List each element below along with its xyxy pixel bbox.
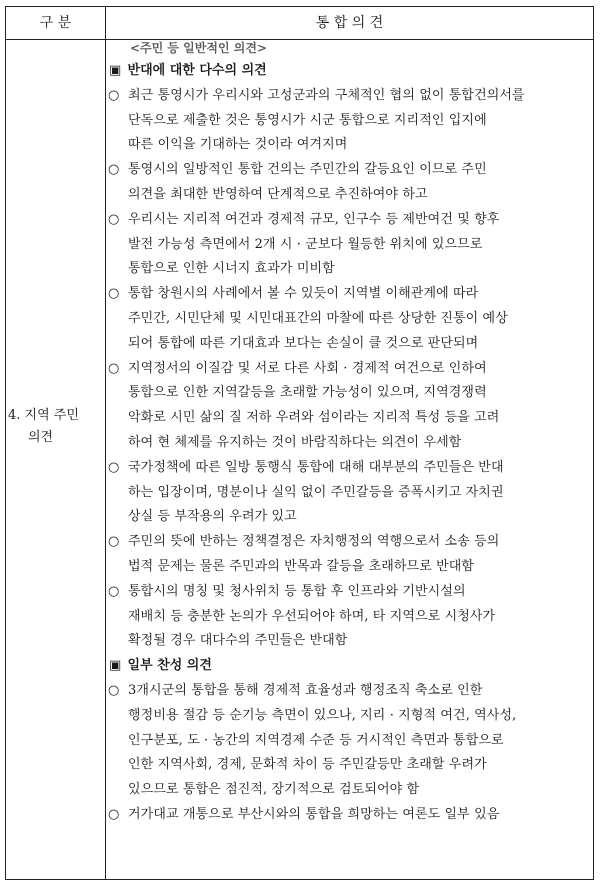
section-marker-icon: ▣ <box>109 63 122 78</box>
opinion-line: 최근 통영시가 우리시와 고성군과의 구체적인 협의 없이 통합건의서를 <box>128 87 525 103</box>
opinion-item <box>128 357 588 456</box>
section-title: 반대에 대한 다수의 의견 <box>123 63 267 78</box>
category-title: 4. 지역 주민 <box>8 408 79 423</box>
opinion-line: 통합으로 인한 지역갈등을 초래할 가능성이 있으며, 지역경쟁력 <box>128 385 487 401</box>
opinion-item <box>128 679 588 803</box>
bullet-icon: ○ <box>108 807 120 822</box>
opinion-line: 통합 창원시의 사례에서 볼 수 있듯이 지역별 이해관계에 따라 <box>128 286 479 302</box>
category-cell <box>8 405 102 449</box>
opinion-line: 재배치 등 충분한 논의가 우선되어야 하며, 타 지역으로 시청사가 <box>128 608 496 624</box>
header-opinion: 통 합 의 견 <box>315 15 384 31</box>
bullet-icon: ○ <box>108 360 120 376</box>
opinion-item <box>128 158 588 208</box>
bullet-icon: ○ <box>108 162 120 178</box>
opinion-table <box>5 6 594 880</box>
opinion-line: 단독으로 제출한 것은 통영시가 시군 통합으로 지리적인 입지에 <box>128 112 487 128</box>
column-divider <box>105 7 106 879</box>
opinion-item <box>128 282 588 356</box>
opinion-line: 주민의 뜻에 반하는 정책결정은 자치행정의 역행으로서 소송 등의 <box>128 534 500 550</box>
table-header <box>6 7 593 40</box>
opinion-line: 하는 입장이며, 명분이나 실익 없이 주민갈등을 증폭시키고 자치권 <box>128 484 504 500</box>
opinion-line: 악화로 시민 삶의 질 저하 우려와 섬이라는 지리적 특성 등을 고려 <box>128 410 500 426</box>
opinion-item <box>128 803 588 828</box>
section-marker-icon: ▣ <box>109 658 122 674</box>
opinion-line: 확정될 경우 대다수의 주민들은 반대함 <box>128 633 348 649</box>
opinion-line: 상실 등 부작용의 우려가 있고 <box>128 509 297 525</box>
section-heading <box>109 654 212 678</box>
opinion-line: 주민간, 시민단체 및 시민대표간의 마찰에 따른 상당한 진통이 예상 <box>128 310 508 326</box>
bullet-icon: ○ <box>108 211 120 227</box>
opinion-line: 되어 통합에 따른 기대효과 보다는 손실이 클 것으로 판단되며 <box>128 335 479 351</box>
bullet-icon: ○ <box>108 286 120 302</box>
bullet-icon: ○ <box>108 583 120 599</box>
header-category: 구 분 <box>39 15 72 31</box>
category-subtitle: 의견 <box>28 430 54 445</box>
bullet-icon: ○ <box>108 87 120 103</box>
opinion-line: 통영시의 일방적인 통합 건의는 주민간의 갈등요인 이므로 주민 <box>128 162 487 178</box>
opinion-item <box>128 580 588 654</box>
section-title: 일부 찬성 의견 <box>123 658 212 674</box>
opinion-line: 의견을 최대한 반영하여 단계적으로 추진하여야 하고 <box>128 186 428 202</box>
opinion-line: 통합시의 명칭 및 청사위치 등 통합 후 인프라와 기반시설의 <box>128 583 466 599</box>
opinion-line: 따른 이익을 기대하는 것이라 여겨지며 <box>128 137 348 153</box>
opinion-line: 있으므로 통합은 점진적, 장기적으로 검토되어야 함 <box>128 782 420 798</box>
opinion-line: 행정비용 절감 등 순기능 측면이 있으나, 지리 · 지형적 여건, 역사성, <box>128 707 517 723</box>
bullet-icon: ○ <box>108 459 120 475</box>
bullet-icon: ○ <box>108 683 120 698</box>
opinion-line: 통합으로 인한 시너지 효과가 미비함 <box>128 261 335 277</box>
opinion-item <box>128 208 588 282</box>
opinion-line: 3개시군의 통합을 통해 경제적 효율성과 행정조직 축소로 인한 <box>128 683 483 698</box>
opinion-line: 거가대교 개통으로 부산시와의 통합을 희망하는 여론도 일부 있음 <box>128 807 500 822</box>
opinion-line: 인구분포, 도 · 농간의 지역경제 수준 등 거시적인 측면과 통합으로 <box>128 732 504 748</box>
bullet-icon: ○ <box>108 534 120 550</box>
opinion-line: 법적 문제는 물론 주민과의 반목과 갈등을 초래하므로 반대함 <box>128 558 475 574</box>
section-heading <box>109 59 267 83</box>
opinion-item <box>128 456 588 530</box>
opinion-line: 발전 가능성 측면에서 2개 시 · 군보다 월등한 위치에 있으므로 <box>128 236 483 252</box>
opinion-item <box>128 530 588 580</box>
opinion-line: 지역정서의 이질감 및 서로 다른 사회 · 경제적 여건으로 인하여 <box>128 360 487 376</box>
opinion-line: 하여 현 체제를 유지하는 것이 바람직하다는 의견이 우세함 <box>128 434 462 450</box>
opinion-line: 우리시는 지리적 여건과 경제적 규모, 인구수 등 제반여건 및 향후 <box>128 211 500 227</box>
opinion-line: 국가정책에 따른 일방 통행식 통합에 대해 대부분의 주민들은 반대 <box>128 459 504 475</box>
opinion-item <box>128 84 588 158</box>
subtitle: <주민 등 일반적인 의견> <box>130 41 267 55</box>
opinion-line: 인한 지역사회, 경제, 문화적 차이 등 주민갈등만 초래할 우려가 <box>128 757 487 773</box>
